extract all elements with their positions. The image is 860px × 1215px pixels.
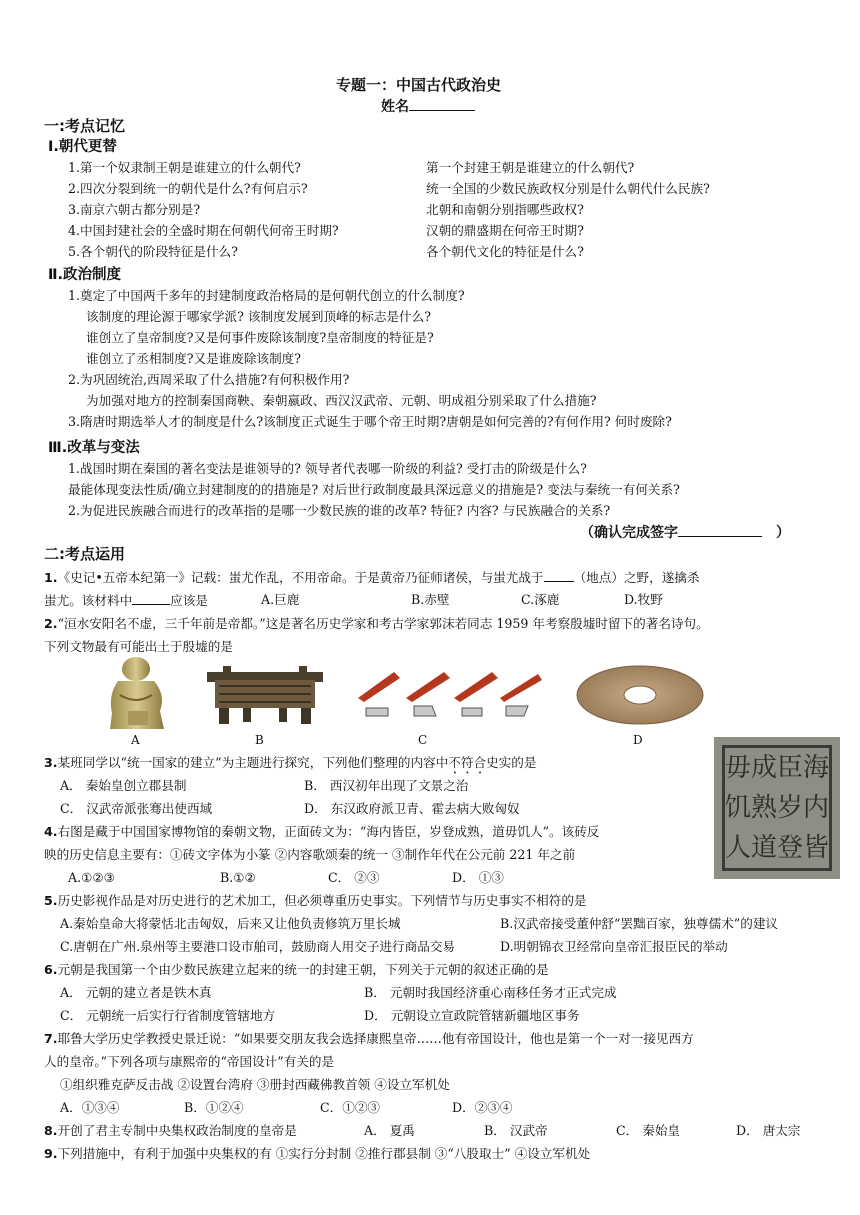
question-text: 《史记•五帝本纪第一》记载：蚩尤作乱，不用帝命。于是黄帝乃征师诸侯，与蚩尤战于 (57, 570, 544, 585)
answer-blank[interactable] (544, 567, 574, 582)
bronze-ding-image[interactable] (203, 666, 327, 726)
name-field[interactable] (381, 96, 475, 116)
question-text: 应该是 (170, 593, 208, 608)
jade-bi-disc-image[interactable] (575, 664, 705, 726)
option-b[interactable]: B． 元朝时我国经济重心南移任务才正式完成 (364, 985, 617, 1000)
list-item: 1.奠定了中国两千多年的封建制度政治格局的是何朝代创立的什么制度? (68, 288, 465, 303)
question-number: 9. (44, 1146, 58, 1161)
brick-char: 饥 (724, 793, 751, 823)
brick-char: 成 (750, 753, 777, 783)
question-5 (44, 891, 587, 911)
question-3 (44, 753, 536, 777)
list-item: 3.隋唐时期选举人才的制度是什么?该制度正式诞生于哪个帝王时期?唐朝是如何完善的?有何作用? 何时废除? (68, 414, 672, 429)
question-text: 某班同学以“统一国家的建立”为主题进行探究，下列他们整理的内容中 (57, 755, 449, 770)
option-c[interactable]: C． 秦始皇 (616, 1123, 681, 1138)
dynasty-right-list (426, 158, 710, 262)
list-item: 谁创立了丞相制度?又是谁废除该制度? (86, 351, 302, 366)
question-number: 1. (44, 570, 58, 585)
option-d[interactable]: D.明朝锦衣卫经常向皇帝汇报臣民的举动 (500, 939, 728, 954)
farm-tools-image[interactable] (354, 668, 544, 720)
question-number: 2. (44, 616, 58, 631)
option-a[interactable]: A.秦始皇命大将蒙恬北击匈奴，后来又让他负责修筑万里长城 (60, 916, 401, 931)
list-item: 1.战国时期在秦国的著名变法是谁领导的? 领导者代表哪一阶级的利益? 受打击的阶级是什么? (68, 461, 587, 476)
page-title: 专题一：中国古代政治史 (336, 76, 502, 94)
sub-heading-politics: Ⅱ.政治制度 (48, 267, 122, 283)
sign-end: ） (776, 525, 790, 541)
question-number: 5. (44, 893, 58, 908)
sub-heading-dynasty: Ⅰ.朝代更替 (48, 139, 117, 155)
option-a[interactable]: A． 秦始皇创立郡县制 (60, 778, 187, 793)
question-number: 6. (44, 962, 58, 977)
option-c[interactable]: C． ②③ (328, 870, 380, 885)
section-2-heading: 二:考点运用 (44, 545, 125, 563)
brick-char: 臣 (776, 753, 803, 783)
option-d[interactable]: D． 唐太宗 (736, 1123, 801, 1138)
question-2-line2: 下列文物最有可能出土于殷墟的是 (44, 639, 233, 654)
brick-char: 登 (776, 833, 803, 863)
list-item: 2.为巩固统治,西周采取了什么措施?有何积极作用? (68, 372, 350, 387)
question-text: 史实的是 (486, 755, 537, 770)
question-number: 7. (44, 1031, 58, 1046)
list-item: 3.南京六朝古都分别是? (68, 202, 201, 217)
figurine-image[interactable] (98, 655, 176, 731)
question-number: 8. (44, 1123, 58, 1138)
list-item: 汉朝的鼎盛期在何帝王时期? (426, 223, 584, 238)
list-item: 为加强对地方的控制秦国商鞅、秦朝嬴政、西汉汉武帝、元朝、明成祖分别采取了什么措施? (86, 393, 597, 408)
question-7-items: ①组织雅克萨反击战 ②设置台湾府 ③册封西藏佛教首领 ④设立军机处 (60, 1077, 450, 1092)
brick-char: 熟 (750, 793, 777, 823)
list-item: 该制度的理论源于哪家学派? 该制度发展到顶峰的标志是什么? (86, 309, 431, 324)
list-item: 4.中国封建社会的全盛时期在何朝代何帝王时期? (68, 223, 339, 238)
question-text: 下列措施中，有利于加强中央集权的有 ①实行分封制 ②推行郡县制 ③“八股取士” ④设立军机处 (57, 1146, 591, 1161)
emphasis-text: 不符合 (448, 755, 487, 770)
option-b[interactable]: B.赤壁 (411, 592, 450, 607)
caption-d: D (633, 733, 643, 747)
answer-blank[interactable] (132, 590, 170, 605)
question-7-line2: 人的皇帝。”下列各项与康熙帝的“帝国设计”有关的是 (44, 1054, 335, 1069)
brick-char: 岁 (776, 793, 803, 823)
sign-off[interactable] (580, 522, 790, 542)
question-text: 元朝是我国第一个由少数民族建立起来的统一的封建王朝，下列关于元朝的叙述正确的是 (57, 962, 549, 977)
list-item: 谁创立了皇帝制度?又是何事件废除该制度?皇帝制度的特征是? (86, 330, 434, 345)
sub-heading-reform: Ⅲ.改革与变法 (48, 440, 140, 456)
name-blank[interactable] (409, 96, 475, 111)
brick-char: 道 (750, 833, 777, 863)
question-1-line2 (44, 590, 208, 611)
option-b[interactable]: B． 汉武帝 (484, 1123, 548, 1138)
list-item: 5.各个朝代的阶段特征是什么? (68, 244, 238, 259)
option-c[interactable]: C.涿鹿 (521, 592, 560, 607)
option-c[interactable]: C.唐朝在广州.泉州等主要港口设市舶司，鼓励商人用交子进行商品交易 (60, 939, 456, 954)
option-d[interactable]: D． 元朝设立宣政院管辖新疆地区事务 (364, 1008, 580, 1023)
list-item: 1.第一个奴隶制王朝是谁建立的什么朝代? (68, 160, 301, 175)
sign-label: （确认完成签字 (580, 525, 678, 541)
brick-char: 毋 (724, 753, 751, 783)
question-4-line2: 映的历史信息主要有：①砖文字体为小篆 ②内容歌颂秦的统一 ③制作年代在公元前 221 年之前 (44, 847, 576, 862)
list-item: 第一个封建王朝是谁建立的什么朝代? (426, 160, 635, 175)
question-number: 3. (44, 755, 58, 770)
option-a[interactable]: A． 元朝的建立者是铁木真 (60, 985, 212, 1000)
option-d[interactable]: D． 东汉政府派卫青、霍去病大败匈奴 (304, 801, 520, 816)
option-b[interactable]: B.①② (220, 870, 256, 885)
brick-char: 海 (802, 753, 829, 783)
option-c[interactable]: C． 元朝统一后实行行省制度管辖地方 (60, 1008, 276, 1023)
list-item: 北朝和南朝分别指哪些政权? (426, 202, 584, 217)
question-text: （地点）之野，遂擒杀 (573, 570, 700, 585)
question-text: 历史影视作品是对历史进行的艺术加工，但必须尊重历史事实。下列情节与历史事实不相符的是 (57, 893, 587, 908)
option-c[interactable]: C．①②③ (320, 1100, 381, 1115)
question-text: 右图是藏于中国国家博物馆的秦朝文物，正面砖文为：“海内皆臣，岁登成熟，道毋饥人”。该砖反 (57, 824, 600, 839)
section-1-heading: 一:考点记忆 (44, 117, 125, 135)
list-item: 统一全国的少数民族政权分别是什么朝代什么民族? (426, 181, 710, 196)
option-b[interactable]: B．①②④ (184, 1100, 244, 1115)
option-d[interactable]: D．②③④ (452, 1100, 513, 1115)
list-item: 各个朝代文化的特征是什么? (426, 244, 584, 259)
question-2 (44, 614, 709, 634)
question-text: 蚩尤。该材料中 (44, 593, 133, 608)
option-b[interactable]: B． 西汉初年出现了文景之治 (304, 778, 469, 793)
question-1 (44, 567, 700, 588)
question-number: 4. (44, 824, 58, 839)
option-c[interactable]: C． 汉武帝派张骞出使西域 (60, 801, 213, 816)
caption-b: B (255, 733, 264, 747)
list-item: 2.为促进民族融合而进行的改革指的是哪一少数民族的谁的改革? 特征? 内容? 与民族融合的关系? (68, 503, 611, 518)
reform-list (68, 459, 680, 521)
option-d[interactable]: D． ①③ (452, 870, 504, 885)
sign-blank[interactable] (678, 522, 762, 537)
question-text: 耶鲁大学历史学教授史景迁说：“如果要交朋友我会选择康熙皇帝……他有帝国设计，他也是第一个一对一接见西方 (57, 1031, 694, 1046)
option-a[interactable]: A．①③④ (60, 1100, 120, 1115)
list-item: 最能体现变法性质/确立封建制度的的措施是? 对后世行政制度最具深远意义的措施是? 变法与秦统一有何关系? (68, 482, 680, 497)
list-item: 2.四次分裂到统一的朝代是什么?有何启示? (68, 181, 308, 196)
option-d[interactable]: D.牧野 (624, 592, 663, 607)
option-b[interactable]: B.汉武帝接受董仲舒“罢黜百家，独尊儒术”的建议 (500, 916, 779, 931)
question-text: “洹水安阳名不虚，三千年前是帝都。”这是著名历史学家和考古学家郭沫若同志 1959 年考察殷墟时留下的著名诗句。 (57, 616, 709, 631)
name-label: 姓名 (381, 99, 409, 115)
question-7 (44, 1029, 694, 1049)
caption-a: A (131, 733, 140, 747)
brick-char: 内 (802, 793, 829, 823)
brick-char: 人 (724, 833, 751, 863)
question-text: 开创了君主专制中央集权政治制度的皇帝是 (57, 1123, 297, 1138)
question-6 (44, 960, 549, 980)
question-9 (44, 1144, 590, 1164)
brick-char: 皆 (802, 833, 829, 863)
question-4 (44, 822, 599, 842)
option-a[interactable]: A． 夏禹 (364, 1123, 415, 1138)
question-8 (44, 1121, 297, 1141)
caption-c: C (418, 733, 428, 747)
dynasty-left-list (68, 158, 339, 262)
option-a[interactable]: A.巨鹿 (261, 592, 300, 607)
politics-list (68, 286, 672, 432)
option-a[interactable]: A.①②③ (68, 870, 115, 885)
qin-brick-image[interactable] (714, 737, 840, 879)
